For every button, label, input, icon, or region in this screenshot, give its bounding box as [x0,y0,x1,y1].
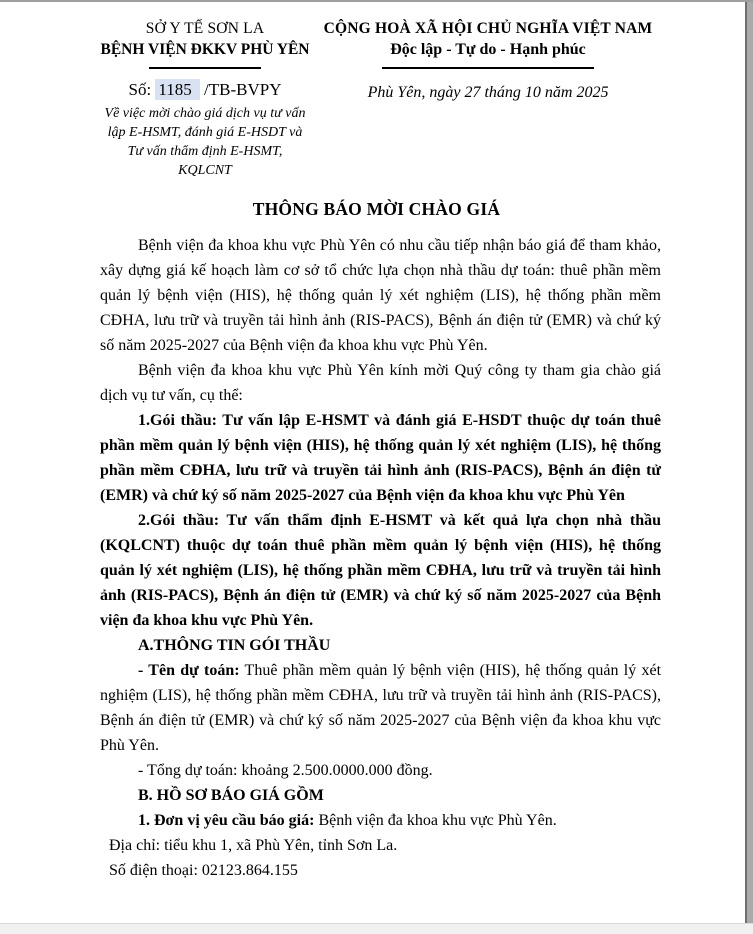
org-name: BỆNH VIỆN ĐKKV PHÙ YÊN [100,41,310,58]
document-header [0,0,753,180]
header-right-rule [382,67,594,69]
paragraph-intro: Bệnh viện đa khoa khu vực Phù Yên có nhu cầu tiếp nhận báo giá để tham khảo, xây dựng giá kế hoạch làm cơ sở tổ chức lựa chọn nhà thầu dự toán: thuê phần mềm quản lý bệnh viện (HIS), hệ thống quản lý xét nghiệm (LIS), hệ thống phần mềm CĐHA, lưu trữ và truyền tải hình ảnh (RIS-PACS), Bệnh án điện tử (EMR) và chứ ký số năm 2025-2027 của Bệnh viện đa khoa khu vực Phù Yên. [100,237,661,354]
paragraph-phone: Số điện thoại: 02123.864.155 [109,862,298,879]
paragraph-total-estimate: - Tổng dự toán: khoảng 2.500.0000.000 đồng. [138,762,433,779]
window-top-border [0,0,753,2]
doc-subject-line: Tư vấn thẩm định E-HSMT, [127,144,283,159]
estimate-name-text: Thuê phần mềm quản lý bệnh viện (HIS), hệ thống quản lý xét nghiệm (LIS), hệ thống phần mềm CĐHA, lưu trữ và truyền tải hình ảnh (RIS-PACS), Bệnh án điện tử (EMR) và chứ ký số năm 2025-2027 của Bệnh viện đa khoa khu vực Phù Yên. [100,662,662,754]
requesting-unit-label: 1. Đơn vị yêu cầu báo giá: [138,812,315,829]
paragraph-invitation: Bệnh viện đa khoa khu vực Phù Yên kính mời Quý công ty tham gia chào giá dịch vụ tư vấn, cụ thể: [100,362,661,404]
place-date-line: Phù Yên, ngày 27 tháng 10 năm 2025 [367,84,609,101]
window-bottom-bar [0,923,753,934]
requesting-unit-text: Bệnh viện đa khoa khu vực Phù Yên. [314,812,557,829]
doc-number-line [90,80,320,100]
paragraph-address: Địa chỉ: tiểu khu 1, xã Phù Yên, tỉnh Sơn La. [109,837,398,854]
doc-number-field[interactable]: 1185 [155,79,199,100]
paragraph-package-2: 2.Gói thầu: Tư vấn thẩm định E-HSMT và kết quả lựa chọn nhà thầu (KQLCNT) thuộc dự toán thuê phần mềm quản lý bệnh viện (HIS), hệ thống quản lý xét nghiệm (LIS), hệ thống phần mềm CĐHA, lưu trữ và truyền tải hình ảnh (RIS-PACS), Bệnh án điện tử (EMR) và chứ ký số năm 2025-2027 của Bệnh viện đa khoa khu vực Phù Yên. [100,512,661,629]
section-heading-b: B. HỒ SƠ BÁO GIÁ GỒM [138,787,324,804]
doc-subject-line: lập E-HSMT, đánh giá E-HSDT và [107,125,303,140]
header-right-column [320,20,656,180]
national-motto-line1: CỘNG HOÀ XÃ HỘI CHỦ NGHĨA VIỆT NAM [323,20,653,37]
document-title: THÔNG BÁO MỜI CHÀO GIÁ [252,199,501,219]
doc-number-label: Số: [128,80,152,99]
header-left-rule [149,67,261,69]
estimate-name-label: - Tên dự toán: [138,662,240,679]
paragraph-package-1: 1.Gói thầu: Tư vấn lập E-HSMT và đánh giá E-HSDT thuộc dự toán thuê phần mềm quản lý bệnh viện (HIS), hệ thống quản lý xét nghiệm (LIS), hệ thống phần mềm CĐHA, lưu trữ và truyền tải hình ảnh (RIS-PACS), Bệnh án điện tử (EMR) và chứ ký số năm 2025-2027 của Bệnh viện đa khoa khu vực Phù Yên [100,412,661,504]
doc-subject [90,104,320,180]
section-heading-a: A.THÔNG TIN GÓI THẦU [138,637,331,654]
paragraph-requesting-unit [100,808,661,833]
org-parent-name: SỞ Y TẾ SƠN LA [145,20,265,37]
doc-number-suffix: /TB-BVPY [204,80,282,99]
national-motto-line2: Độc lập - Tự do - Hạnh phúc [390,41,586,58]
doc-subject-line: Về việc mời chào giá dịch vụ tư vấn [104,106,306,121]
scrollbar-track[interactable] [747,2,753,924]
header-left-column [90,20,320,180]
document-body [100,233,661,883]
paragraph-estimate-name [100,658,661,758]
doc-subject-line: KQLCNT [178,163,232,178]
